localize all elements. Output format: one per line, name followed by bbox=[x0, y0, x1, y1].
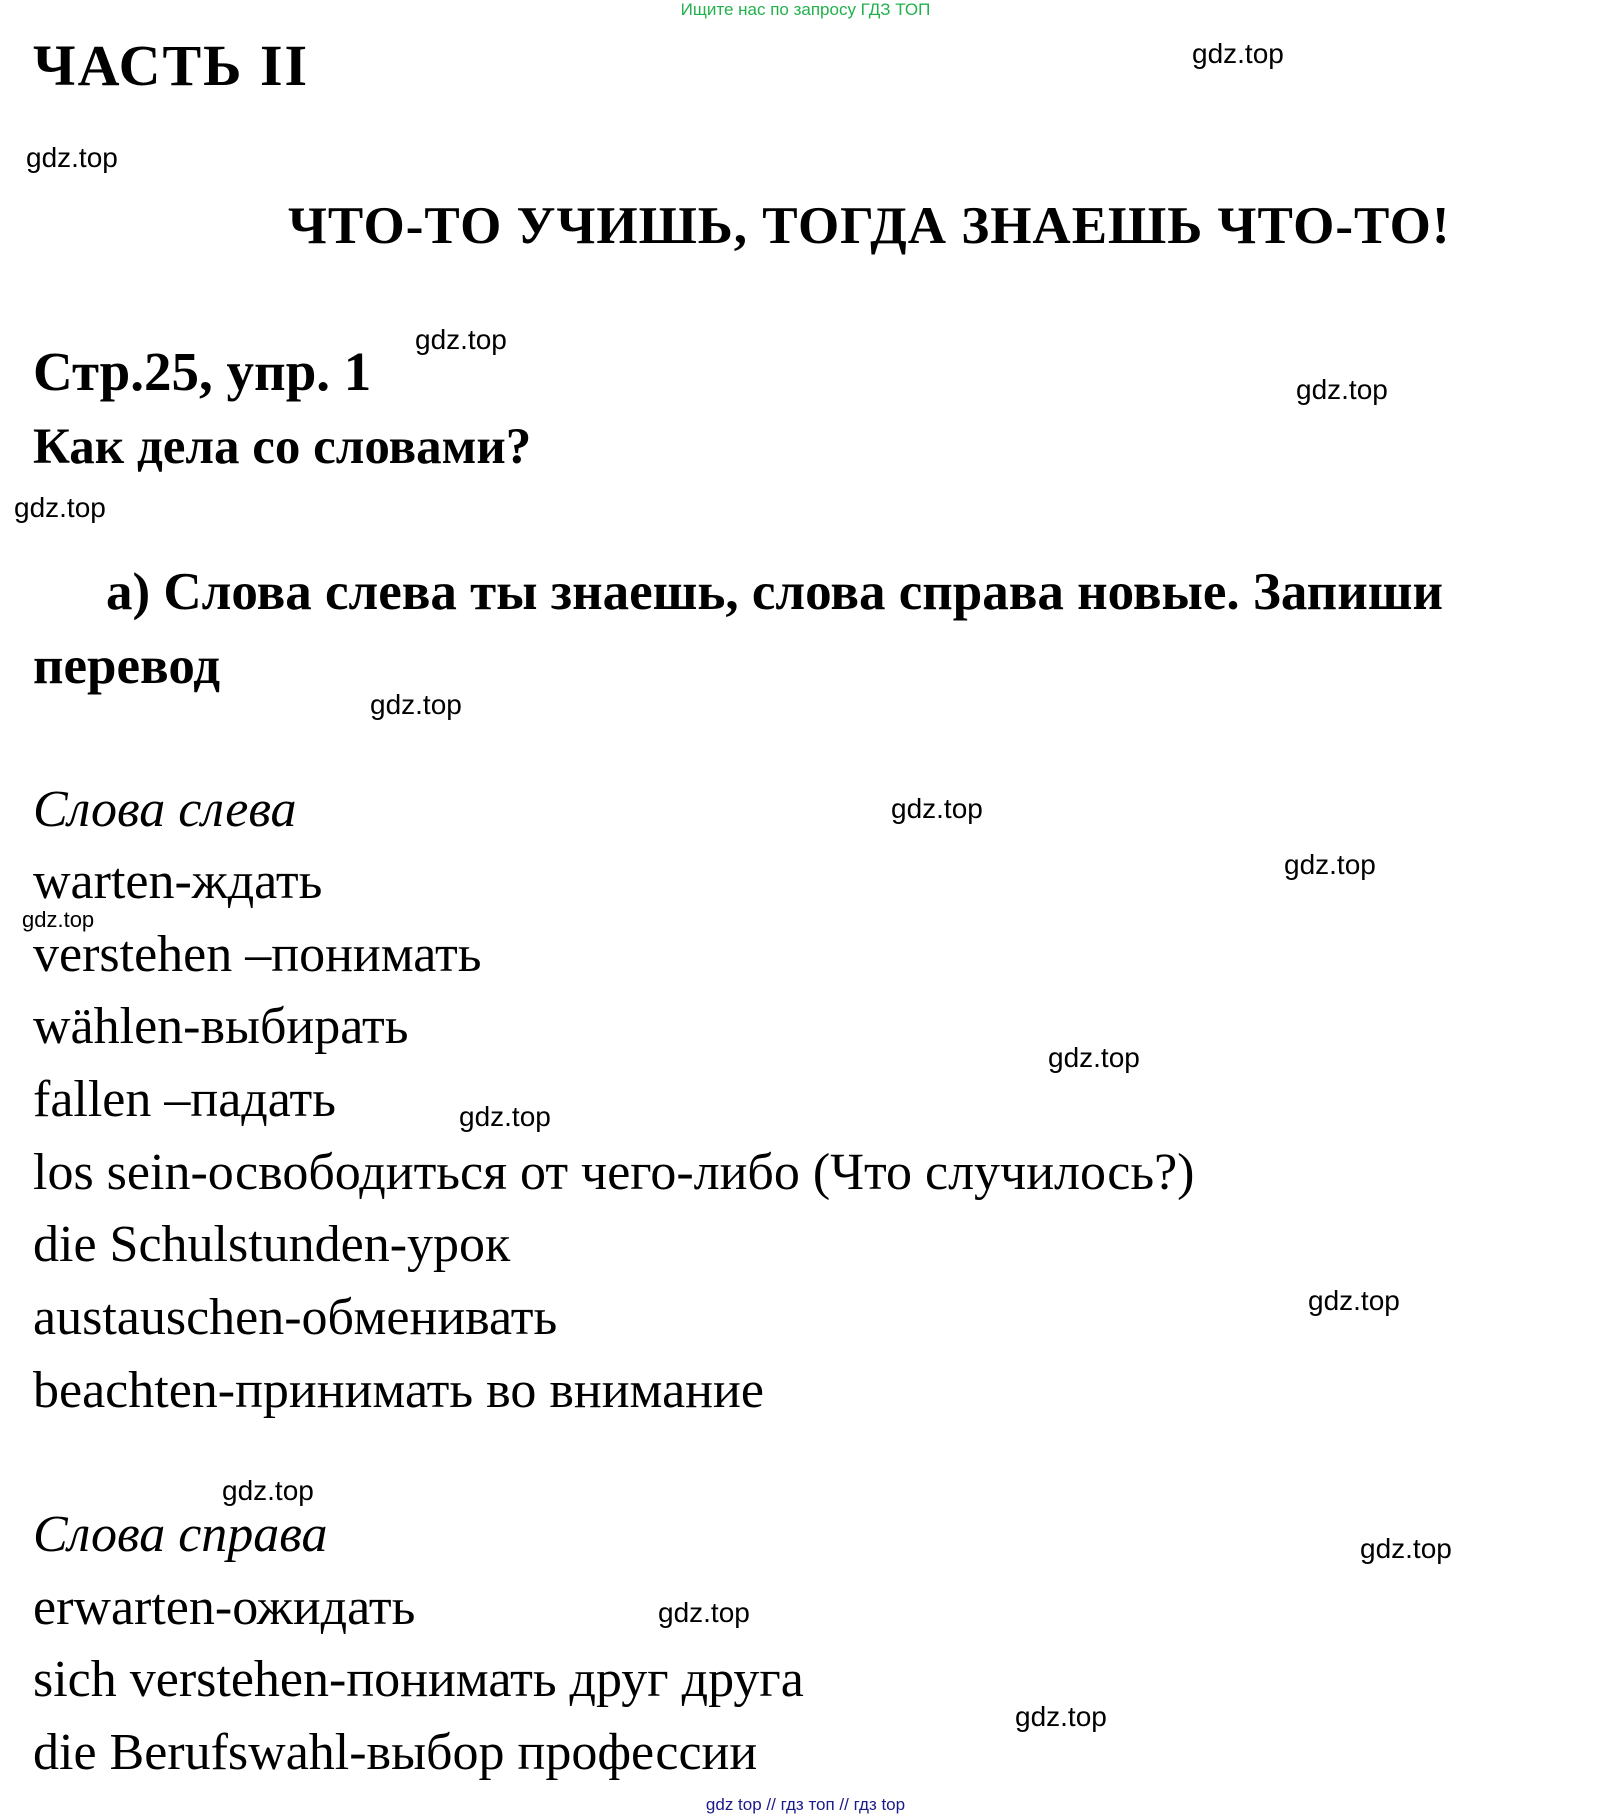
left-words-title: Слова слева bbox=[33, 781, 297, 838]
watermark: gdz.top bbox=[1015, 1701, 1107, 1732]
watermark: gdz.top bbox=[415, 324, 507, 355]
left-word-item: beachten-принимать во внимание bbox=[33, 1362, 764, 1419]
watermark: gdz.top bbox=[222, 1475, 314, 1506]
left-word-item: fallen –падать bbox=[33, 1071, 336, 1128]
watermark: gdz.top bbox=[1284, 849, 1376, 880]
left-word-item: austauschen-обменивать bbox=[33, 1289, 558, 1346]
watermark: gdz.top bbox=[1360, 1533, 1452, 1564]
headline: ЧТО-ТО УЧИШЬ, ТОГДА ЗНАЕШЬ ЧТО-ТО! bbox=[288, 197, 1451, 255]
task-text-line-2: перевод bbox=[33, 637, 221, 695]
watermark: gdz.top bbox=[459, 1101, 551, 1132]
watermark: gdz.top bbox=[891, 793, 983, 824]
watermark: gdz.top bbox=[658, 1597, 750, 1628]
exercise-subtitle: Как дела со словами? bbox=[33, 419, 532, 475]
left-word-item: verstehen –понимать bbox=[33, 926, 482, 983]
right-word-item: die Berufswahl-выбор профессии bbox=[33, 1724, 758, 1781]
right-words-title: Слова справа bbox=[33, 1506, 328, 1563]
left-word-item: warten-ждать bbox=[33, 853, 323, 910]
left-word-item: wählen-выбирать bbox=[33, 998, 409, 1055]
footer-links: gdz top // гдз топ // гдз top bbox=[705, 1795, 906, 1814]
left-word-item: los sein-освободиться от чего-либо (Что случилось?) bbox=[33, 1144, 1195, 1201]
watermark: gdz.top bbox=[1048, 1042, 1140, 1073]
watermark: gdz.top bbox=[1296, 374, 1388, 405]
watermark: gdz.top bbox=[26, 142, 118, 173]
watermark: gdz.top bbox=[370, 689, 462, 720]
right-word-item: erwarten-ожидать bbox=[33, 1579, 416, 1636]
task-text-line-1: а) Слова слева ты знаешь, слова справа новые. Запиши bbox=[106, 563, 1444, 621]
right-word-item: sich verstehen-понимать друг друга bbox=[33, 1651, 804, 1708]
watermark: gdz.top bbox=[22, 907, 95, 932]
top-search-note: Ищите нас по запросу ГДЗ ТОП bbox=[680, 0, 931, 19]
part-title: ЧАСТЬ II bbox=[33, 33, 310, 98]
watermark: gdz.top bbox=[1192, 38, 1284, 69]
exercise-title: Стр.25, упр. 1 bbox=[33, 341, 372, 402]
watermark: gdz.top bbox=[1308, 1285, 1400, 1316]
left-word-item: die Schulstunden-урок bbox=[33, 1216, 511, 1273]
watermark: gdz.top bbox=[14, 492, 106, 523]
